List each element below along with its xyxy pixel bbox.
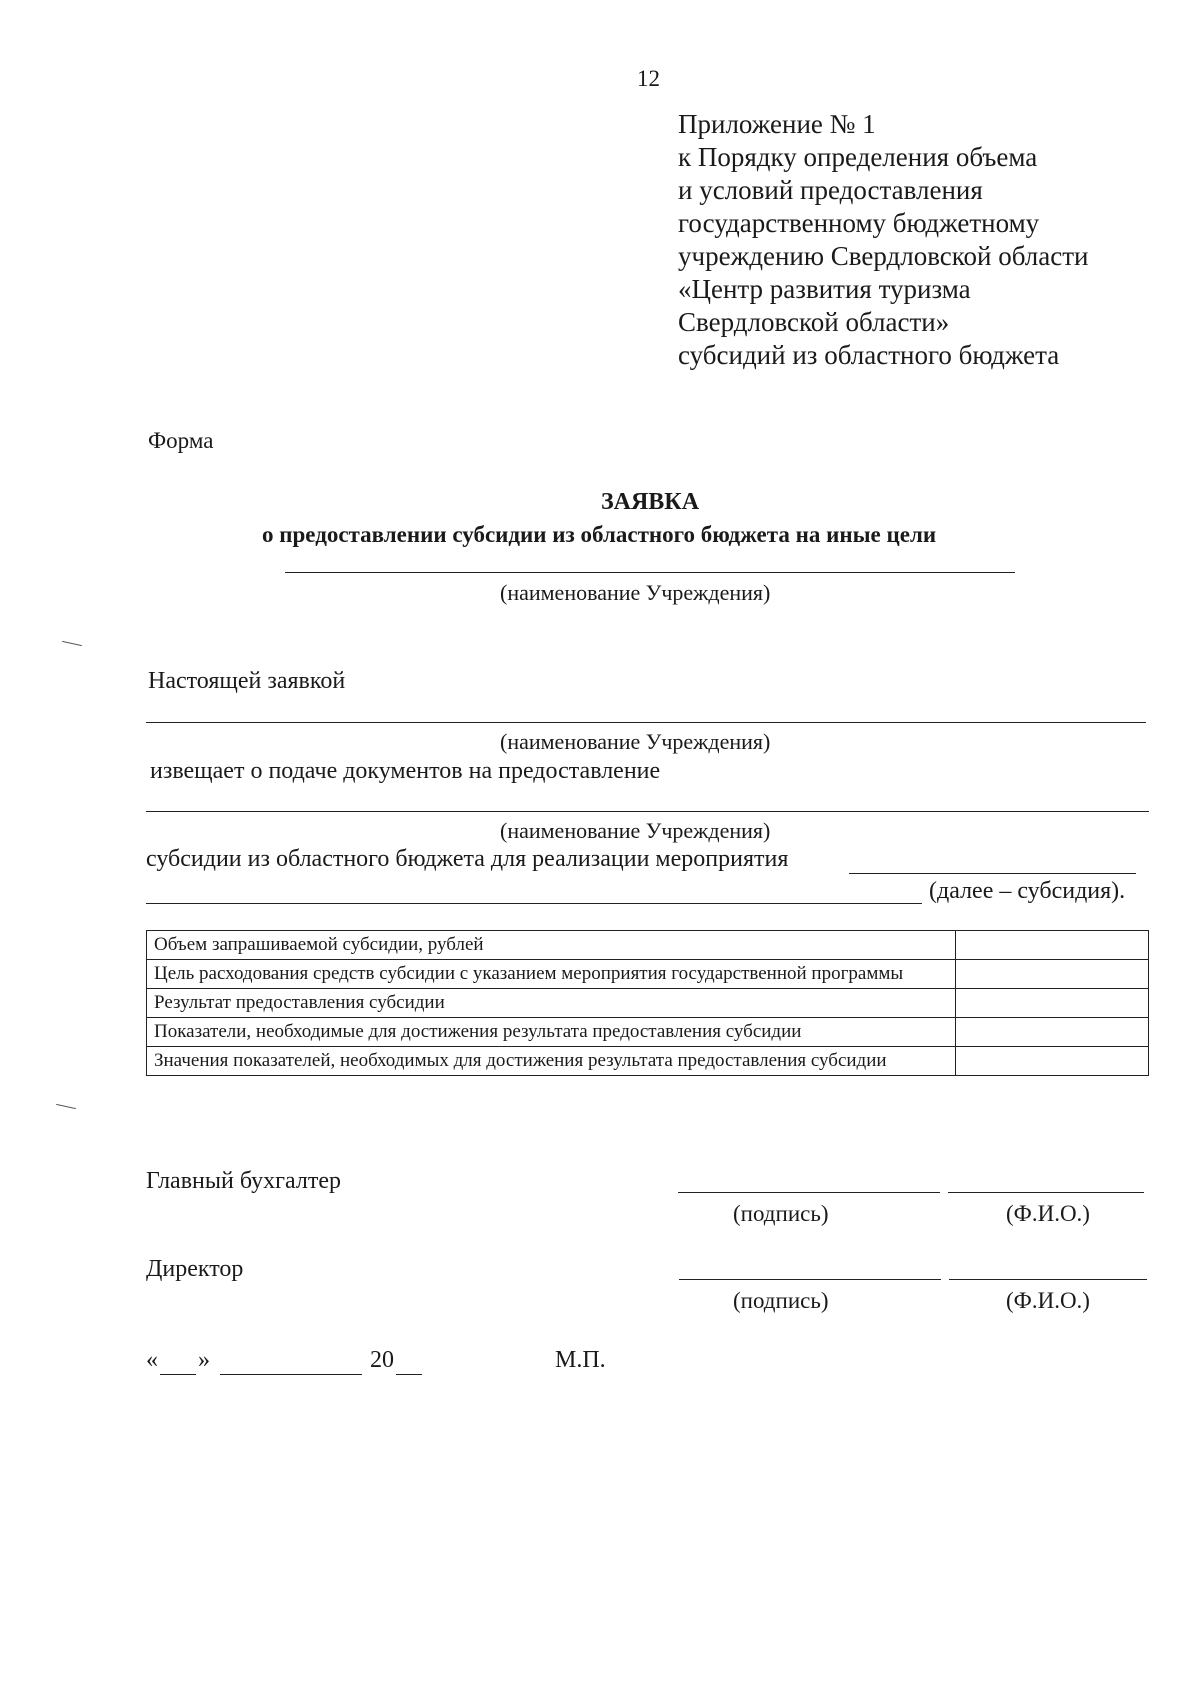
institution-name-line-1[interactable] xyxy=(285,572,1015,573)
institution-caption-3: (наименование Учреждения) xyxy=(500,818,771,843)
intro-text: Настоящей заявкой xyxy=(148,668,346,694)
signature-caption: (подпись) xyxy=(733,1288,829,1313)
table-row-label: Показатели, необходимые для достижения результата предоставления субсидии xyxy=(147,1018,956,1047)
table-row-value[interactable] xyxy=(956,931,1149,960)
document-subtitle: о предоставлении субсидии из областного бюджета на иные цели xyxy=(262,522,937,547)
date-day-line[interactable] xyxy=(160,1374,196,1375)
chief-accountant-label: Главный бухгалтер xyxy=(146,1168,341,1194)
director-name-line[interactable] xyxy=(949,1279,1147,1280)
form-label: Форма xyxy=(148,428,214,453)
table-row xyxy=(147,931,1149,960)
chief-accountant-name-line[interactable] xyxy=(948,1192,1144,1193)
table-row-label: Результат предоставления субсидии xyxy=(147,989,956,1018)
table-row-value[interactable] xyxy=(956,989,1149,1018)
scan-mark xyxy=(62,641,82,646)
event-name-line-2[interactable] xyxy=(146,903,922,904)
subsidy-request-table xyxy=(146,930,1149,1076)
event-name-line-1[interactable] xyxy=(849,873,1136,874)
institution-caption-1: (наименование Учреждения) xyxy=(500,580,771,605)
hereinafter-text: (далее – субсидия). xyxy=(929,878,1126,904)
appendix-line: «Центр развития туризма xyxy=(678,274,971,304)
subsidy-for-text: субсидии из областного бюджета для реализации мероприятия xyxy=(146,846,789,872)
appendix-line: учреждению Свердловской области xyxy=(678,241,1089,271)
name-caption: (Ф.И.О.) xyxy=(1006,1201,1090,1226)
table-row-label: Цель расходования средств субсидии с указанием мероприятия государственной программы xyxy=(147,960,956,989)
page-number: 12 xyxy=(637,66,660,91)
date-month-line[interactable] xyxy=(220,1374,362,1375)
appendix-line: и условий предоставления xyxy=(678,175,983,205)
appendix-block xyxy=(678,108,1178,372)
appendix-line: к Порядку определения объема xyxy=(678,142,1038,172)
table-row-label: Значения показателей, необходимых для достижения результата предоставления субсидии xyxy=(147,1047,956,1076)
appendix-line: Приложение № 1 xyxy=(678,109,876,139)
table-row xyxy=(147,1047,1149,1076)
scan-mark xyxy=(56,1104,76,1109)
table-row xyxy=(147,989,1149,1018)
name-caption: (Ф.И.О.) xyxy=(1006,1288,1090,1313)
stamp-place-label: М.П. xyxy=(555,1347,606,1373)
table-row-value[interactable] xyxy=(956,960,1149,989)
date-year-prefix: 20 xyxy=(370,1347,394,1373)
appendix-line: Свердловской области» xyxy=(678,307,950,337)
appendix-line: государственному бюджетному xyxy=(678,208,1040,238)
notify-text: извещает о подаче документов на предоставление xyxy=(150,758,661,784)
director-label: Директор xyxy=(146,1256,244,1282)
date-close-quote: » xyxy=(198,1347,210,1373)
director-signature-line[interactable] xyxy=(679,1279,941,1280)
date-open-quote: « xyxy=(146,1347,158,1373)
table-row-label: Объем запрашиваемой субсидии, рублей xyxy=(147,931,956,960)
institution-name-line-3[interactable] xyxy=(146,811,1149,812)
table-row-value[interactable] xyxy=(956,1047,1149,1076)
signature-caption: (подпись) xyxy=(733,1201,829,1226)
table-row xyxy=(147,1018,1149,1047)
chief-accountant-signature-line[interactable] xyxy=(678,1192,940,1193)
appendix-line: субсидий из областного бюджета xyxy=(678,340,1060,370)
institution-name-line-2[interactable] xyxy=(146,722,1146,723)
document-title: ЗАЯВКА xyxy=(600,489,700,515)
table-row-value[interactable] xyxy=(956,1018,1149,1047)
table-row xyxy=(147,960,1149,989)
date-year-line[interactable] xyxy=(396,1374,422,1375)
institution-caption-2: (наименование Учреждения) xyxy=(500,729,771,754)
